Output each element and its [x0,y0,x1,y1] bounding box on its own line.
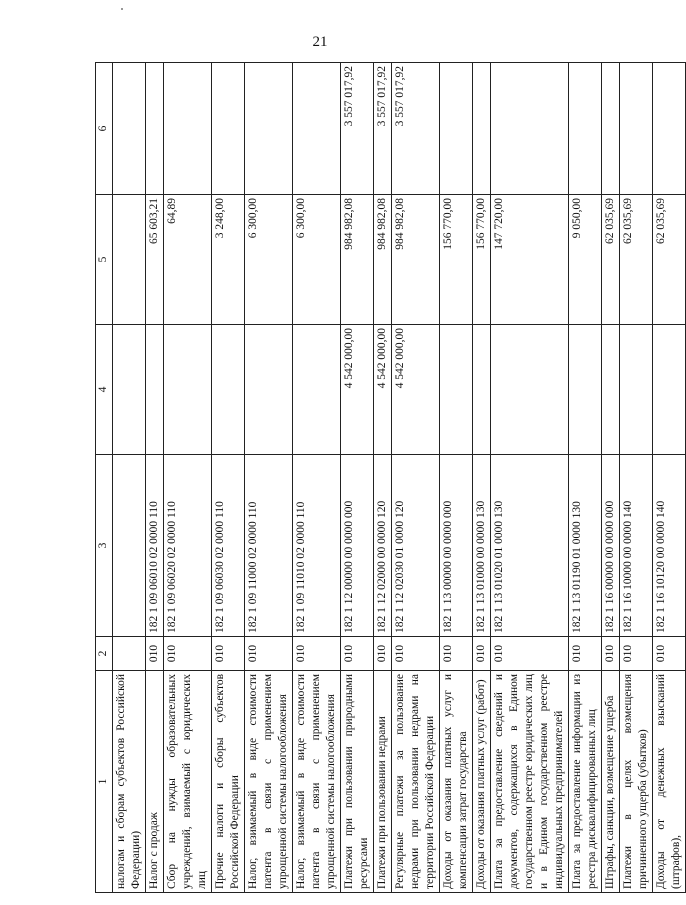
budget-class-code: 182 1 09 11010 02 0000 110 [293,455,341,637]
col-kbk-header: 3 [96,455,113,637]
rotated-table [95,63,682,893]
unexecuted-amount [440,63,473,195]
executed-amount: 65 603,21 [146,195,164,325]
executed-amount: 6 300,00 [245,195,293,325]
unexecuted-amount [146,63,164,195]
admin-code: 010 [374,637,392,671]
planned-amount: 4 542 000,00 [374,325,392,455]
executed-amount: 984 982,08 [341,195,374,325]
admin-code: 010 [341,637,374,671]
unexecuted-amount [569,63,602,195]
table-row [341,63,374,893]
executed-amount: 9 050,00 [569,195,602,325]
unexecuted-amount [602,63,620,195]
admin-code: 010 [392,637,440,671]
unexecuted-amount [620,63,653,195]
executed-amount: 156 770,00 [473,195,491,325]
indicator-name: Платежи при пользовании природными ресурсами [341,671,374,893]
executed-amount: 156 770,00 [440,195,473,325]
indicator-name: Штрафы, санкции, возмещение ущерба [602,671,620,893]
indicator-name: Регулярные платежи за пользование недрами при пользовании недрами на территории Российской Федерации [392,671,440,893]
indicator-name: Платежи при пользовании недрами [374,671,392,893]
table-row [374,63,392,893]
table-container [95,63,682,893]
table-row [653,63,686,893]
table-row [245,63,293,893]
unexecuted-amount [491,63,569,195]
indicator-name: Доходы от оказания платных услуг и компенсации затрат государства [440,671,473,893]
admin-code [113,637,146,671]
budget-class-code: 182 1 09 06030 02 0000 110 [212,455,245,637]
budget-class-code: 182 1 16 10120 00 0000 140 [653,455,686,637]
table-row [620,63,653,893]
admin-code: 010 [602,637,620,671]
executed-amount: 62 035,69 [653,195,686,325]
budget-class-code: 182 1 12 02000 00 0000 120 [374,455,392,637]
table-row [491,63,569,893]
unexecuted-amount [113,63,146,195]
planned-amount [653,325,686,455]
unexecuted-amount [293,63,341,195]
unexecuted-amount [473,63,491,195]
planned-amount [473,325,491,455]
table-header [96,63,113,893]
unexecuted-amount [212,63,245,195]
admin-code: 010 [569,637,602,671]
table-row [146,63,164,893]
table-row [602,63,620,893]
planned-amount [245,325,293,455]
unexecuted-amount [245,63,293,195]
indicator-name: Сбор на нужды образовательных учреждений, взимаемый с юридических лиц [164,671,212,893]
budget-class-code: 182 1 13 01190 01 0000 130 [569,455,602,637]
executed-amount: 147 720,00 [491,195,569,325]
executed-amount: 3 248,00 [212,195,245,325]
planned-amount [602,325,620,455]
planned-amount [620,325,653,455]
admin-code: 010 [653,637,686,671]
unexecuted-amount: 3 557 017,92 [392,63,440,195]
budget-class-code: 182 1 12 00000 00 0000 000 [341,455,374,637]
indicator-name: Налог, взимаемый в виде стоимости патента в связи с применением упрощенной системы налогообложения [293,671,341,893]
admin-code: 010 [146,637,164,671]
budget-class-code [113,455,146,637]
indicator-name: Налог с продаж [146,671,164,893]
header-row [96,63,113,893]
revenue-table [95,62,686,893]
admin-code: 010 [164,637,212,671]
table-row [164,63,212,893]
indicator-name: Прочие налоги и сборы субъектов Российской Федерации [212,671,245,893]
executed-amount: 64,89 [164,195,212,325]
col-plan-header: 4 [96,325,113,455]
admin-code: 010 [440,637,473,671]
executed-amount: 984 982,08 [392,195,440,325]
planned-amount [113,325,146,455]
planned-amount [440,325,473,455]
planned-amount [164,325,212,455]
admin-code: 010 [212,637,245,671]
planned-amount [569,325,602,455]
planned-amount: 4 542 000,00 [392,325,440,455]
budget-class-code: 182 1 09 06020 02 0000 110 [164,455,212,637]
budget-class-code: 182 1 09 06010 02 0000 110 [146,455,164,637]
budget-class-code: 182 1 16 00000 00 0000 000 [602,455,620,637]
unexecuted-amount: 3 557 017,92 [374,63,392,195]
admin-code: 010 [473,637,491,671]
executed-amount: 6 300,00 [293,195,341,325]
indicator-name: Доходы от оказания платных услуг (работ) [473,671,491,893]
indicator-name: Платежи в целях возмещения причиненного ущерба (убытков) [620,671,653,893]
budget-class-code: 182 1 16 10000 00 0000 140 [620,455,653,637]
planned-amount [293,325,341,455]
table-row [473,63,491,893]
indicator-name: налогам и сборам субъектов Российской Федерации) [113,671,146,893]
executed-amount: 62 035,69 [620,195,653,325]
executed-amount: 62 035,69 [602,195,620,325]
col-admin-header: 2 [96,637,113,671]
table-row [212,63,245,893]
executed-amount [113,195,146,325]
table-body [113,63,686,893]
budget-class-code: 182 1 12 02030 01 0000 120 [392,455,440,637]
table-row [113,63,146,893]
planned-amount: 4 542 000,00 [341,325,374,455]
budget-class-code: 182 1 13 01020 01 0000 130 [491,455,569,637]
planned-amount [146,325,164,455]
budget-class-code: 182 1 13 00000 00 0000 000 [440,455,473,637]
page-number: 21 [312,34,328,50]
indicator-name: Плата за предоставление сведений и документов, содержащихся в Едином государственном реестре юридических лиц и в Едином государственном реестре индивидуальных предпринимателей [491,671,569,893]
unexecuted-amount [653,63,686,195]
executed-amount: 984 982,08 [374,195,392,325]
admin-code: 010 [491,637,569,671]
table-row [293,63,341,893]
admin-code: 010 [620,637,653,671]
planned-amount [491,325,569,455]
col-actual-header: 5 [96,195,113,325]
admin-code: 010 [293,637,341,671]
col-name-header: 1 [96,671,113,893]
table-row [392,63,440,893]
col-deviation-header: 6 [96,63,113,195]
budget-class-code: 182 1 09 11000 02 0000 110 [245,455,293,637]
indicator-name: Налог, взимаемый в виде стоимости патента в связи с применением упрощенной системы налогообложения [245,671,293,893]
budget-class-code: 182 1 13 01000 00 0000 130 [473,455,491,637]
unexecuted-amount [164,63,212,195]
planned-amount [212,325,245,455]
scan-speck [121,8,123,10]
table-row [440,63,473,893]
admin-code: 010 [245,637,293,671]
unexecuted-amount: 3 557 017,92 [341,63,374,195]
indicator-name: Плата за предоставление информации из реестра дисквалифицированных лиц [569,671,602,893]
table-row [569,63,602,893]
indicator-name: Доходы от денежных взысканий (штрафов), [653,671,686,893]
